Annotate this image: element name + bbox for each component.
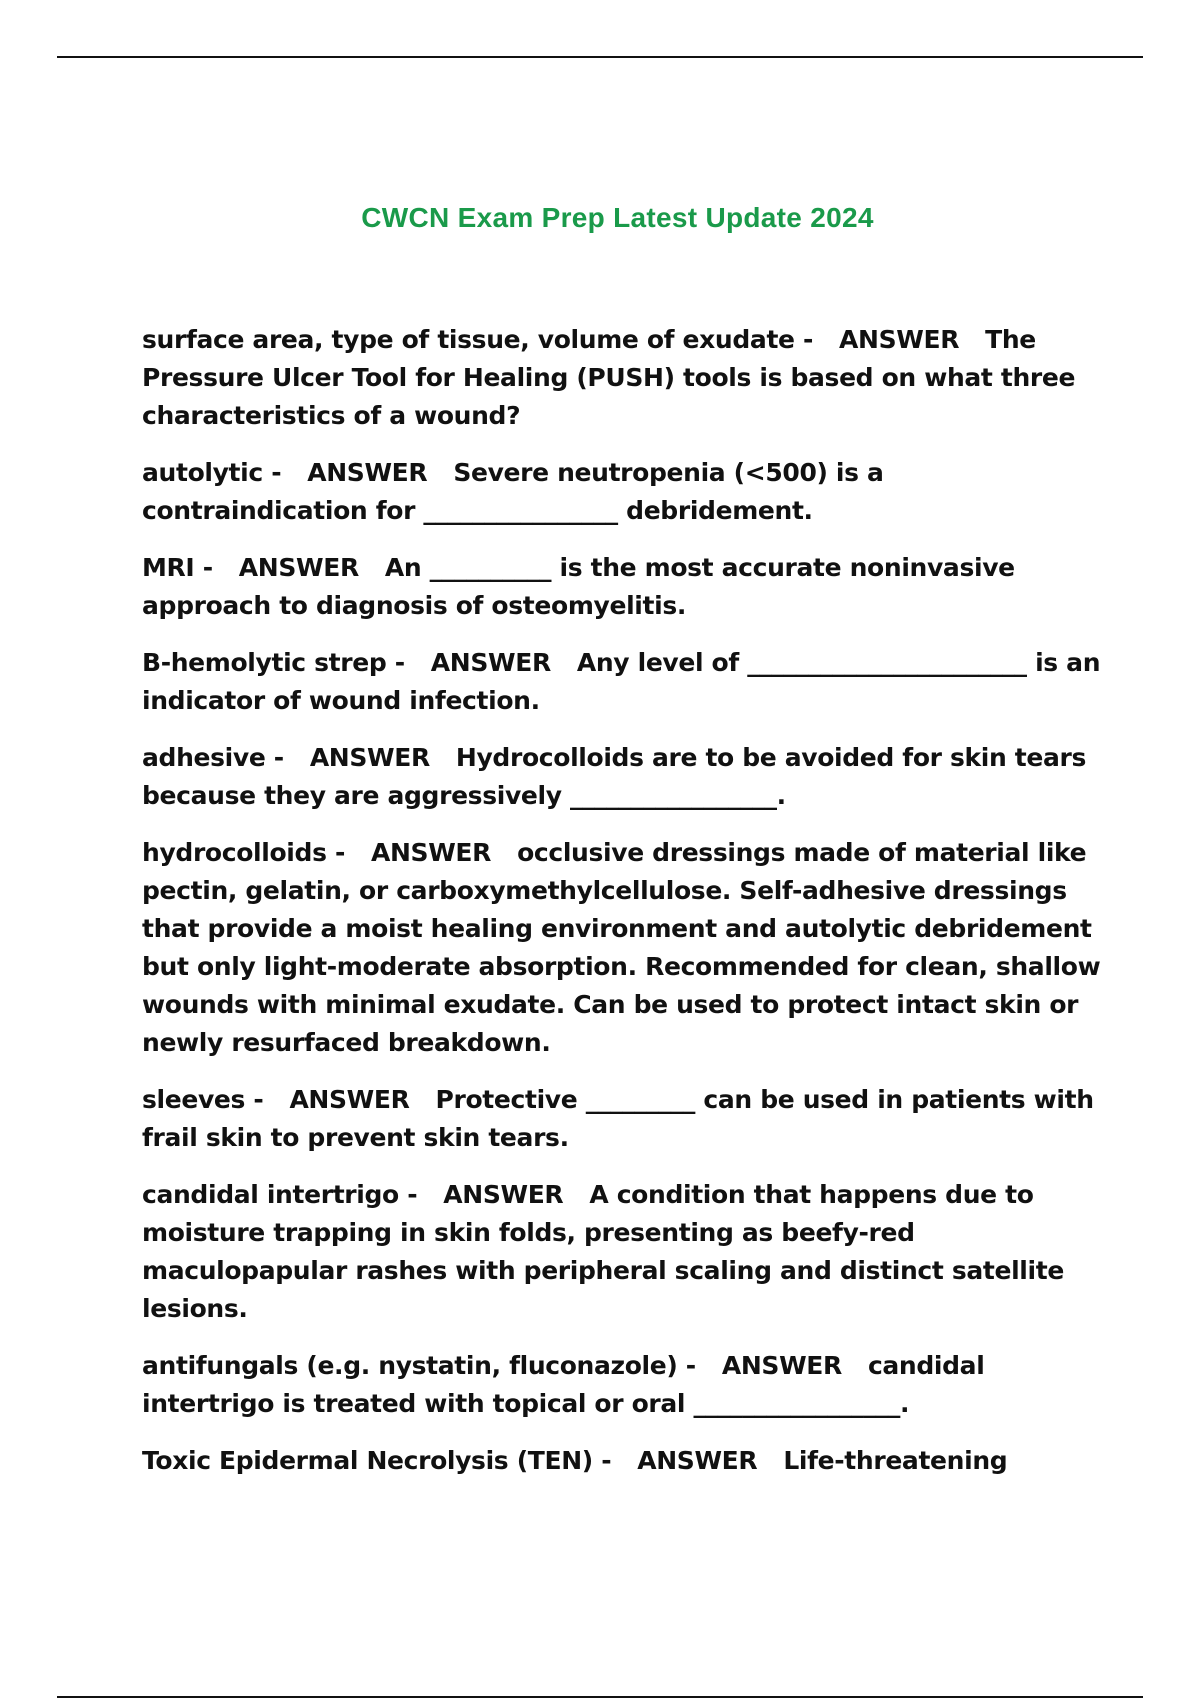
question-text: candidal intertrigo is treated with topical or oral _________________. — [142, 1351, 985, 1418]
qa-entry — [142, 1442, 1102, 1480]
bottom-rule — [57, 1696, 1143, 1698]
answer-label: ANSWER — [839, 325, 960, 354]
answer-term: adhesive - — [142, 743, 284, 772]
answer-label: ANSWER — [307, 458, 428, 487]
qa-entry — [142, 1347, 1102, 1423]
answer-term: autolytic - — [142, 458, 282, 487]
answer-term: hydrocolloids - — [142, 838, 345, 867]
question-text: The Pressure Ulcer Tool for Healing (PUSH) tools is based on what three characteristics of a wound? — [142, 325, 1076, 430]
qa-entry — [142, 644, 1102, 720]
question-text: Hydrocolloids are to be avoided for skin tears because they are aggressively _________________. — [142, 743, 1087, 810]
answer-term: surface area, type of tissue, volume of exudate - — [142, 325, 814, 354]
top-rule — [57, 56, 1143, 58]
question-text: Protective _________ can be used in patients with frail skin to prevent skin tears. — [142, 1085, 1094, 1152]
qa-entry — [142, 549, 1102, 625]
qa-list — [142, 321, 1102, 1499]
answer-term: MRI - — [142, 553, 213, 582]
qa-entry — [142, 321, 1102, 435]
qa-entry — [142, 454, 1102, 530]
answer-label: ANSWER — [289, 1085, 410, 1114]
answer-term: candidal intertrigo - — [142, 1180, 418, 1209]
answer-label: ANSWER — [721, 1351, 842, 1380]
answer-label: ANSWER — [370, 838, 492, 867]
qa-entry — [142, 834, 1102, 1062]
question-text: A condition that happens due to moisture trapping in skin folds, presenting as beefy-red maculopapular rashes with peripheral scaling and distinct satellite lesions. — [142, 1180, 1064, 1323]
answer-term: Toxic Epidermal Necrolysis (TEN) - — [142, 1446, 612, 1475]
answer-term: sleeves - — [142, 1085, 264, 1114]
answer-term: antifungals (e.g. nystatin, fluconazole) - — [142, 1351, 696, 1380]
question-text: Any level of _______________________ is an indicator of wound infection. — [142, 648, 1101, 715]
question-text: Severe neutropenia (<500) is a contraindication for ________________ debridement. — [142, 458, 884, 525]
question-text: Life-threatening — [783, 1446, 1008, 1475]
qa-entry — [142, 1176, 1102, 1328]
answer-label: ANSWER — [238, 553, 359, 582]
answer-label: ANSWER — [309, 743, 430, 772]
question-text: occlusive dressings made of material like pectin, gelatin, or carboxymethylcellulose. Self-adhesive dressings that provide a moist healing environment and autolytic debridement but only light-moderate absorption. Recommended for clean, shallow wounds with minimal exudate. Can be used to protect intact skin or newly resurfaced breakdown. — [142, 838, 1101, 1057]
question-text: An __________ is the most accurate noninvasive approach to diagnosis of osteomyelitis. — [142, 553, 1015, 620]
page-title: CWCN Exam Prep Latest Update 2024 — [361, 202, 874, 233]
answer-label: ANSWER — [430, 648, 551, 677]
answer-label: ANSWER — [443, 1180, 564, 1209]
qa-entry — [142, 1081, 1102, 1157]
answer-term: B-hemolytic strep - — [142, 648, 405, 677]
qa-entry — [142, 739, 1102, 815]
answer-label: ANSWER — [637, 1446, 758, 1475]
